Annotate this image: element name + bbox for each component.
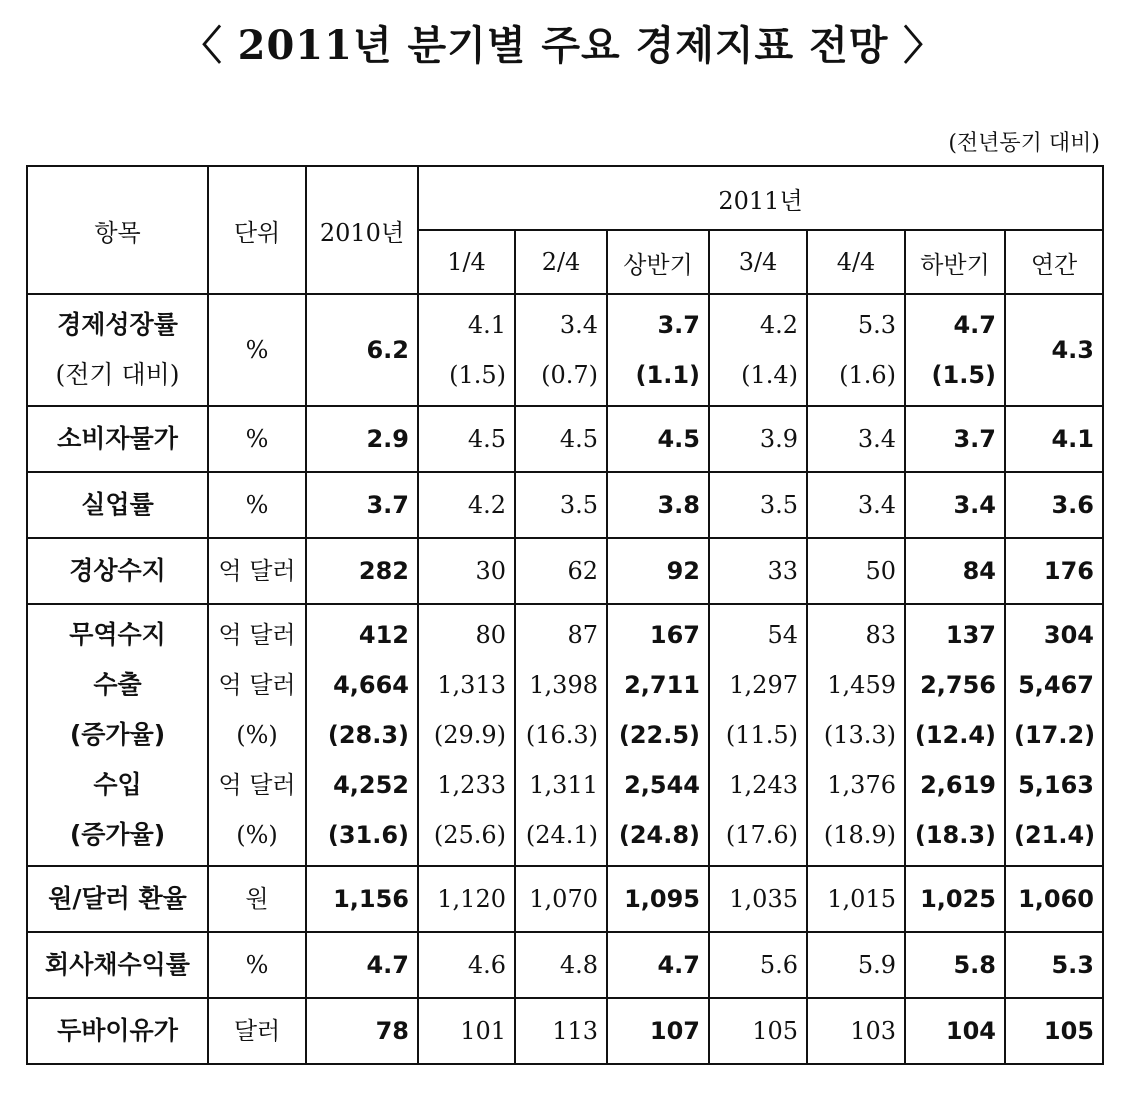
value-cell-line: 4.7 [953, 311, 996, 339]
row-label [27, 866, 208, 932]
value-cell [418, 998, 515, 1064]
value-cell [807, 998, 905, 1064]
header-col-q2: 2/4 [515, 230, 607, 294]
row-unit [208, 294, 306, 406]
table-row [27, 998, 1103, 1064]
value-cell-line: 1,015 [827, 885, 896, 913]
row-label [27, 998, 208, 1064]
value-cell [709, 604, 807, 866]
header-2010: 2010년 [306, 166, 418, 294]
row-unit-line: % [245, 951, 269, 979]
value-cell-line: 62 [567, 557, 598, 585]
row-unit-line: % [245, 425, 269, 453]
value-cell-line: 1,398 [529, 671, 598, 699]
value-cell [1005, 998, 1103, 1064]
value-cell [607, 604, 709, 866]
value-cell-line: 107 [649, 1017, 700, 1045]
value-cell-line: 3.9 [759, 425, 798, 453]
value-cell-line: 1,459 [827, 671, 896, 699]
value-cell-line: 104 [945, 1017, 996, 1045]
header-item: 항목 [27, 166, 208, 294]
value-cell [515, 604, 607, 866]
value-cell [515, 294, 607, 406]
indicator-table-wrapper [26, 165, 1104, 1065]
value-cell [1005, 866, 1103, 932]
value-cell [515, 472, 607, 538]
value-cell-line: 1,070 [529, 885, 598, 913]
value-2010-line: 2.9 [366, 425, 409, 453]
value-cell-line: 5.9 [857, 951, 896, 979]
value-cell-line: 1,120 [437, 885, 506, 913]
value-2010-line: 6.2 [366, 336, 409, 364]
value-cell-line: 4.5 [467, 425, 506, 453]
table-row [27, 866, 1103, 932]
value-cell [515, 866, 607, 932]
header-col-q1: 1/4 [418, 230, 515, 294]
row-label-line: 무역수지 [69, 620, 166, 649]
value-cell-line: 4.2 [467, 491, 506, 519]
value-cell-line: 167 [649, 621, 700, 649]
value-cell-line: 5,467 [1018, 671, 1094, 699]
value-cell-line: 1,060 [1018, 885, 1094, 913]
row-label [27, 294, 208, 406]
value-cell [905, 932, 1005, 998]
value-cell [418, 472, 515, 538]
value-2010 [306, 866, 418, 932]
value-2010-line: 3.7 [366, 491, 409, 519]
value-cell [905, 406, 1005, 472]
value-cell-line: (16.3) [525, 721, 598, 749]
value-cell-line: 3.5 [759, 491, 798, 519]
value-cell-line: 80 [475, 621, 506, 649]
value-cell-line: (12.4) [914, 721, 996, 749]
value-cell [1005, 538, 1103, 604]
value-2010 [306, 406, 418, 472]
value-cell-line: (0.7) [541, 361, 598, 389]
value-cell-line: 4.1 [1051, 425, 1094, 453]
value-2010 [306, 538, 418, 604]
value-cell [515, 406, 607, 472]
value-2010 [306, 472, 418, 538]
value-cell [709, 406, 807, 472]
row-unit [208, 472, 306, 538]
value-cell [418, 538, 515, 604]
value-cell-line: 54 [767, 621, 798, 649]
value-2010-line: 4,664 [333, 671, 409, 699]
value-cell-line: (29.9) [433, 721, 506, 749]
value-cell-line: 1,311 [529, 771, 598, 799]
value-cell-line: (1.5) [449, 361, 506, 389]
value-cell-line: 5.6 [759, 951, 798, 979]
value-cell [905, 472, 1005, 538]
value-cell-line: 50 [865, 557, 896, 585]
value-cell-line: (1.6) [839, 361, 896, 389]
table-row [27, 604, 1103, 866]
value-2010-line: 4,252 [333, 771, 409, 799]
value-cell-line: 4.5 [657, 425, 700, 453]
value-cell-line: 3.6 [1051, 491, 1094, 519]
value-cell [418, 932, 515, 998]
row-label [27, 538, 208, 604]
value-cell-line: 3.4 [559, 311, 598, 339]
value-cell-line: (22.5) [618, 721, 700, 749]
value-cell-line: 2,619 [920, 771, 996, 799]
value-cell [607, 932, 709, 998]
value-2010-line: 78 [375, 1017, 409, 1045]
row-label-line: (증가율) [69, 720, 166, 749]
value-cell [807, 294, 905, 406]
value-cell-line: (25.6) [433, 821, 506, 849]
row-unit [208, 538, 306, 604]
value-cell-line: 1,025 [920, 885, 996, 913]
value-cell [807, 472, 905, 538]
value-cell-line: 2,711 [624, 671, 700, 699]
value-2010-line: 282 [358, 557, 409, 585]
value-cell-line: 3.5 [559, 491, 598, 519]
header-row-1 [27, 166, 1103, 230]
header-col-annual: 연간 [1005, 230, 1103, 294]
value-2010 [306, 604, 418, 866]
value-cell-line: (18.3) [914, 821, 996, 849]
row-unit-line: % [245, 336, 269, 364]
value-cell-line: 1,243 [729, 771, 798, 799]
value-cell-line: 105 [752, 1017, 798, 1045]
row-label-line: 원/달러 환율 [48, 884, 187, 913]
value-cell-line: 1,297 [729, 671, 798, 699]
value-cell [709, 294, 807, 406]
value-cell-line: 176 [1043, 557, 1094, 585]
value-cell [905, 294, 1005, 406]
header-col-h1: 상반기 [607, 230, 709, 294]
value-cell-line: 33 [767, 557, 798, 585]
value-cell [418, 406, 515, 472]
value-cell [807, 866, 905, 932]
value-cell-line: 5.8 [953, 951, 996, 979]
value-cell [807, 406, 905, 472]
row-unit [208, 866, 306, 932]
value-cell-line: (21.4) [1014, 821, 1096, 849]
value-cell-line: 2,544 [624, 771, 700, 799]
value-cell-line: 3.7 [657, 311, 700, 339]
value-cell-line: 1,313 [437, 671, 506, 699]
value-2010 [306, 998, 418, 1064]
value-cell-line: 3.7 [953, 425, 996, 453]
value-cell-line: 1,095 [624, 885, 700, 913]
value-cell-line: (1.4) [741, 361, 798, 389]
value-cell-line: 101 [460, 1017, 506, 1045]
value-cell [709, 866, 807, 932]
value-cell [709, 472, 807, 538]
row-unit-line: 억 달러 [218, 621, 296, 649]
value-cell [607, 998, 709, 1064]
value-cell-line: 83 [865, 621, 896, 649]
table-row [27, 538, 1103, 604]
value-cell [1005, 406, 1103, 472]
value-cell [607, 472, 709, 538]
value-2010-line: 4.7 [366, 951, 409, 979]
value-cell [418, 294, 515, 406]
value-cell [905, 538, 1005, 604]
value-cell-line: 105 [1043, 1017, 1094, 1045]
row-label [27, 604, 208, 866]
indicator-table [26, 165, 1104, 1065]
value-cell-line: (1.5) [931, 361, 996, 389]
value-cell-line: 1,233 [437, 771, 506, 799]
row-label [27, 472, 208, 538]
row-label-line: 두바이유가 [57, 1016, 178, 1045]
value-cell [1005, 932, 1103, 998]
table-row [27, 406, 1103, 472]
row-unit [208, 998, 306, 1064]
table-row [27, 472, 1103, 538]
row-label-line: 경상수지 [69, 556, 166, 585]
value-cell [515, 932, 607, 998]
header-unit: 단위 [208, 166, 306, 294]
row-unit-line: 달러 [233, 1017, 281, 1045]
value-cell-line: (24.8) [618, 821, 700, 849]
value-cell-line: 3.8 [657, 491, 700, 519]
table-row [27, 294, 1103, 406]
value-cell [418, 604, 515, 866]
row-unit-line: (%) [236, 721, 278, 749]
value-cell [515, 538, 607, 604]
row-label [27, 932, 208, 998]
value-cell-line: 3.4 [857, 491, 896, 519]
value-cell [709, 998, 807, 1064]
row-label-line: 경제성장률 [57, 310, 178, 339]
value-cell-line: (18.9) [823, 821, 896, 849]
value-cell [607, 866, 709, 932]
value-cell [709, 538, 807, 604]
row-label-line: 수출 [93, 670, 142, 699]
value-cell-line: (1.1) [635, 361, 700, 389]
value-cell-line: 5.3 [1051, 951, 1094, 979]
value-cell [607, 294, 709, 406]
value-cell-line: (11.5) [725, 721, 798, 749]
value-cell [905, 866, 1005, 932]
value-cell-line: 4.3 [1051, 336, 1094, 364]
value-cell-line: 5,163 [1018, 771, 1094, 799]
value-cell-line: 84 [962, 557, 996, 585]
value-2010-line: (31.6) [327, 821, 409, 849]
row-unit [208, 604, 306, 866]
page-title: 〈 2011년 분기별 주요 경제지표 전망 〉 [181, 22, 945, 69]
value-cell [1005, 472, 1103, 538]
value-cell-line: 1,035 [729, 885, 798, 913]
row-label-line: (증가율) [69, 820, 166, 849]
row-label [27, 406, 208, 472]
value-2010-line: 1,156 [333, 885, 409, 913]
value-cell [709, 932, 807, 998]
value-cell-line: 113 [552, 1017, 598, 1045]
row-unit [208, 932, 306, 998]
row-unit-line: 억 달러 [218, 671, 296, 699]
value-cell [418, 866, 515, 932]
value-cell-line: 304 [1043, 621, 1094, 649]
header-col-q3: 3/4 [709, 230, 807, 294]
row-unit-line: 억 달러 [218, 771, 296, 799]
row-unit-line: (%) [236, 821, 278, 849]
header-col-h2: 하반기 [905, 230, 1005, 294]
value-cell-line: 4.5 [559, 425, 598, 453]
value-cell-line: 4.7 [657, 951, 700, 979]
row-unit-line: 억 달러 [218, 557, 296, 585]
value-cell-line: 103 [850, 1017, 896, 1045]
value-cell-line: 87 [567, 621, 598, 649]
value-cell-line: (17.6) [725, 821, 798, 849]
value-cell-line: 92 [666, 557, 700, 585]
comparison-note: (전년동기 대비) [948, 131, 1100, 156]
value-cell-line: 30 [475, 557, 506, 585]
value-cell-line: 1,376 [827, 771, 896, 799]
value-cell-line: 3.4 [857, 425, 896, 453]
value-cell [905, 998, 1005, 1064]
value-cell [807, 538, 905, 604]
value-2010 [306, 932, 418, 998]
row-label-line: 수입 [93, 770, 142, 799]
row-label-line: (전기 대비) [55, 360, 180, 389]
value-cell-line: (24.1) [525, 821, 598, 849]
row-unit-line: 원 [245, 885, 269, 913]
row-label-line: 회사채수익률 [45, 950, 190, 979]
value-cell [807, 932, 905, 998]
table-row [27, 932, 1103, 998]
row-label-line: 소비자물가 [57, 424, 178, 453]
row-unit [208, 406, 306, 472]
value-cell-line: (13.3) [823, 721, 896, 749]
value-cell-line: 4.2 [759, 311, 798, 339]
value-cell-line: 4.8 [559, 951, 598, 979]
value-cell [807, 604, 905, 866]
value-cell-line: 3.4 [953, 491, 996, 519]
value-cell [905, 604, 1005, 866]
row-unit-line: % [245, 491, 269, 519]
header-2011: 2011년 [418, 166, 1103, 230]
value-cell-line: (17.2) [1014, 721, 1096, 749]
value-cell-line: 137 [945, 621, 996, 649]
value-cell [607, 406, 709, 472]
row-label-line: 실업률 [81, 490, 154, 519]
value-cell-line: 4.1 [467, 311, 506, 339]
value-cell [607, 538, 709, 604]
header-col-q4: 4/4 [807, 230, 905, 294]
value-cell-line: 5.3 [857, 311, 896, 339]
value-2010-line: (28.3) [327, 721, 409, 749]
value-cell [1005, 604, 1103, 866]
value-cell-line: 4.6 [467, 951, 506, 979]
indicator-table-body [27, 294, 1103, 1064]
value-2010-line: 412 [358, 621, 409, 649]
value-cell [1005, 294, 1103, 406]
value-cell [515, 998, 607, 1064]
value-2010 [306, 294, 418, 406]
value-cell-line: 2,756 [920, 671, 996, 699]
